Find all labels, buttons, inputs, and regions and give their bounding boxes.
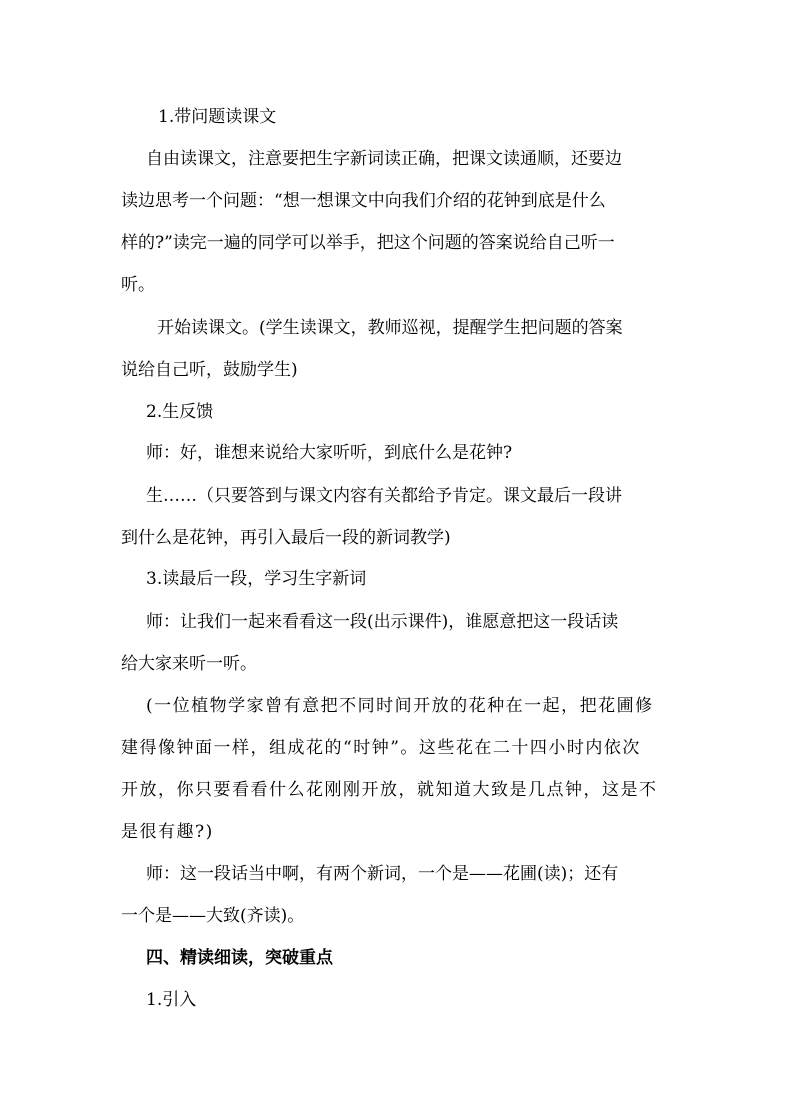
- paragraph-line: 到什么是花钟，再引入最后一段的新词教学): [121, 528, 451, 548]
- paragraph-line: 师：好，谁想来说给大家听听，到底什么是花钟?: [146, 443, 513, 463]
- paragraph-line: 给大家来听一听。: [121, 654, 257, 674]
- quoted-passage-line: (一位植物学家曾有意把不同时间开放的花种在一起，把花圃修: [146, 696, 654, 716]
- paragraph-line: 听。: [121, 275, 155, 295]
- quoted-passage-line: 建得像钟面一样，组成花的“时钟”。这些花在二十四小时内依次: [121, 738, 641, 758]
- paragraph-line: 自由读课文，注意要把生字新词读正确，把课文读通顺，还要边: [146, 149, 622, 169]
- paragraph-line: 师：让我们一起来看看这一段(出示课件)，谁愿意把这一段话读: [146, 612, 619, 632]
- paragraph-line: 一个是——大致(齐读)。: [121, 906, 305, 926]
- heading-read-with-question: 1.带问题读课文: [158, 107, 277, 127]
- paragraph-line: 开始读课文。(学生读课文，教师巡视，提醒学生把问题的答案: [157, 318, 623, 338]
- paragraph-line: 说给自己听，鼓励学生): [121, 360, 298, 380]
- paragraph-line: 生……（只要答到与课文内容有关都给予肯定。课文最后一段讲: [146, 486, 622, 506]
- paragraph-line: 师：这一段话当中啊，有两个新词，一个是——花圃(读)；还有: [146, 864, 619, 884]
- paragraph-line: 读边思考一个问题：“想一想课文中向我们介绍的花钟到底是什么: [121, 191, 606, 211]
- heading-introduction: 1.引入: [146, 990, 197, 1010]
- heading-read-last-paragraph: 3.读最后一段，学习生字新词: [146, 569, 367, 589]
- quoted-passage-line: 是很有趣?): [121, 822, 214, 842]
- section-title-intensive-reading: 四、精读细读，突破重点: [146, 948, 333, 968]
- paragraph-line: 样的?”读完一遍的同学可以举手，把这个问题的答案说给自己听一: [121, 233, 615, 253]
- heading-student-feedback: 2.生反馈: [146, 402, 214, 422]
- quoted-passage-line: 开放，你只要看看什么花刚刚开放，就知道大致是几点钟，这是不: [121, 780, 658, 800]
